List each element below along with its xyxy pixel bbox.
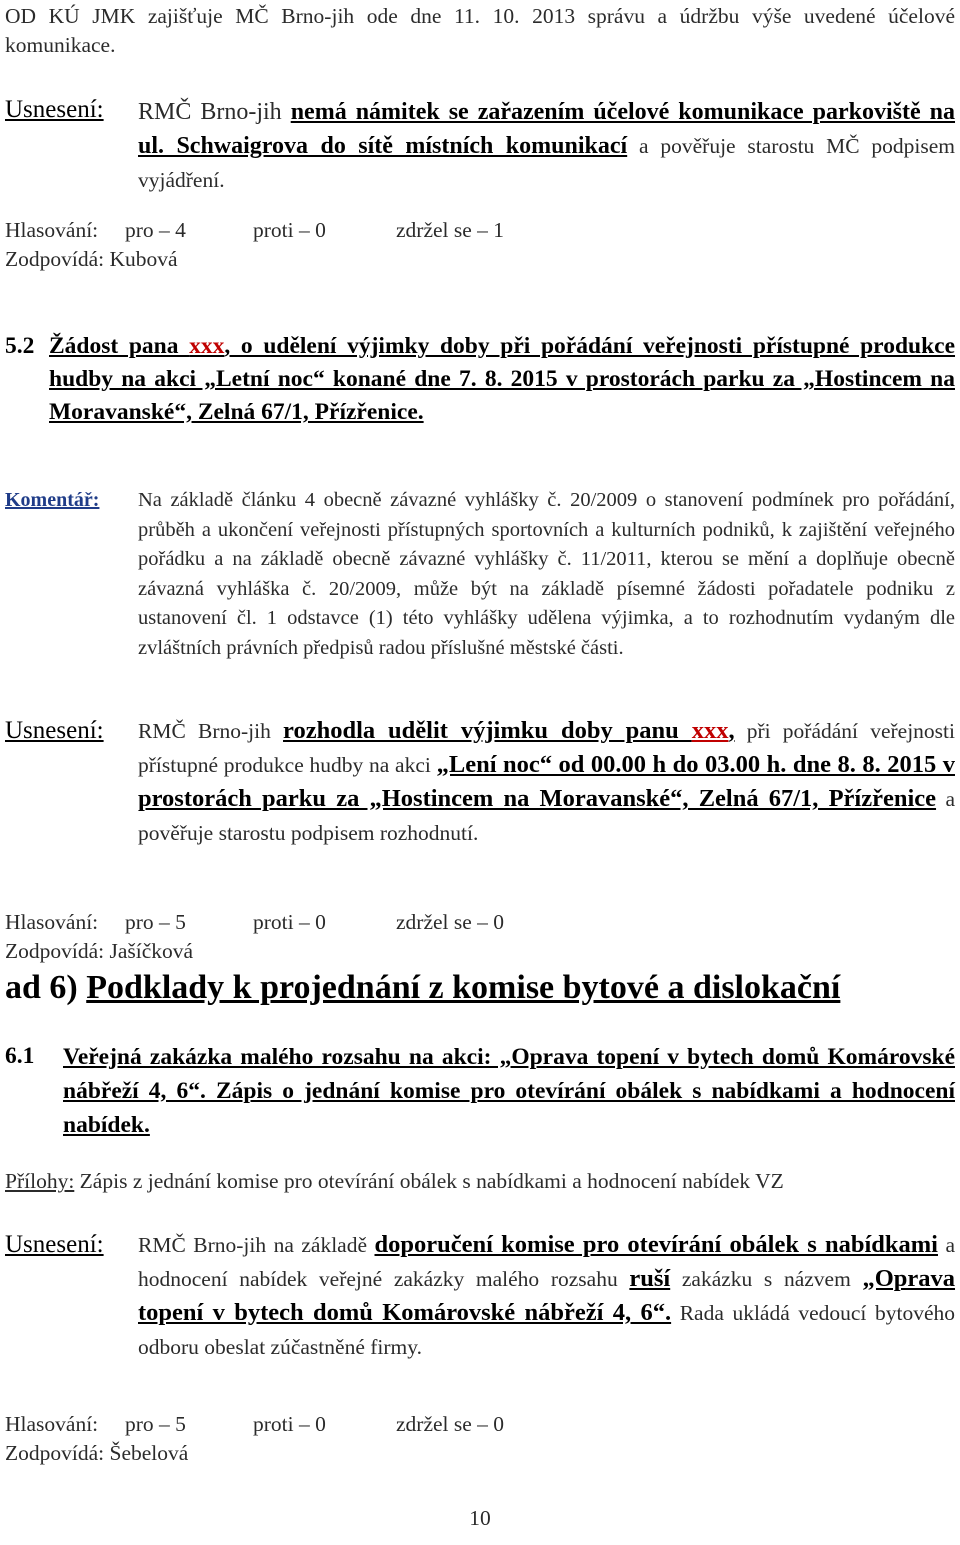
resolution-3-text [138,1228,955,1364]
page-number: 10 [469,1506,491,1530]
resolution-2-post: a pověřuje starostu podpisem rozhodnutí. [138,787,955,845]
resolution-1-post: a pověřuje starostu MČ podpisem vyjádření. [138,134,955,192]
vote-label: Hlasování: [5,910,99,934]
resolution-1-pre: RMČ Brno-jih [138,99,291,125]
redacted-name: xxx [189,333,225,359]
vote-pro: pro – 5 [125,1412,186,1436]
vote-3 [5,1410,955,1439]
resolution-2-pre: RMČ Brno-jih [138,719,284,743]
resolution-2-comma: , [728,717,735,744]
comment-block [5,486,955,663]
vote-proti: proti – 0 [253,218,326,242]
item-6-1-title: Veřejná zakázka malého rozsahu na akci: „Oprava topení v bytech domů Komárovské nábřeží 4, 6“. Zápis o jednání komise pro otevírání obálek s nabídkami a hodnocení nabídek. [63,1044,955,1138]
item-5-2-title [49,330,955,429]
resolution-3-mid2: zakázku s názvem [670,1267,863,1291]
responsible-3: Zodpovídá: Šebelová [5,1441,189,1465]
resolution-3 [5,1228,955,1364]
vote-abstain: zdržel se – 0 [396,910,505,934]
intro-text: OD KÚ JMK zajišťuje MČ Brno-jih ode dne 11. 10. 2013 správu a údržbu výše uvedené účelové komunikace. [5,4,955,57]
responsible-2: Zodpovídá: Jašíčková [5,939,194,963]
section-6-heading [5,968,955,1008]
attachments-label: Přílohy: [5,1169,75,1193]
resolution-3-recommendation: doporučení komise pro otevírání obálek s nabídkami [374,1231,938,1258]
vote-1 [5,216,955,245]
resolution-label: Usnesení: [5,96,104,123]
resolution-1-text [138,95,955,197]
responsible-1: Zodpovídá: Kubová [5,247,178,271]
vote-pro: pro – 5 [125,910,186,934]
item-number: 5.2 [5,333,35,359]
attachments [5,1167,955,1196]
section-6-prefix: ad 6) [5,969,87,1006]
resolution-label: Usnesení: [5,1231,104,1258]
vote-pro: pro – 4 [125,218,186,242]
vote-proti: proti – 0 [253,1412,326,1436]
resolution-2 [5,714,955,850]
vote-2 [5,908,955,937]
resolution-3-contract-name: „Oprava topení v bytech domů Komárovské nábřeží 4, 6“. [138,1265,956,1326]
resolution-2-decision: rozhodla udělit výjimku doby panu [283,717,692,744]
vote-label: Hlasování: [5,1412,99,1436]
intro-paragraph [5,2,955,60]
resolution-2-mid: při pořádání veřejnosti přístupné produkce hudby na akci [138,719,955,777]
vote-proti: proti – 0 [253,910,326,934]
comment-text: Na základě článku 4 obecně závazné vyhlášky č. 20/2009 o stanovení podmínek pro pořádání, průběh a ukončení veřejnosti přístupných sportovních a kulturních podniků, k zajištění veřejného pořádku a na základě obecně závazné vyhlášky č. 11/2011, kterou se mění a doplňuje obecně závazná vyhláška č. 20/2009, může být na základě písemné žádosti pořadatele podniku z ustanovení čl. 1 odstavce (1) této vyhlášky udělena výjimka, a to rozhodnutím vydaným dle zvláštních právních předpisů radou příslušné městské části. [138,489,955,659]
vote-label: Hlasování: [5,218,99,242]
resolution-label: Usnesení: [5,717,104,744]
resolution-3-pre: RMČ Brno-jih na základě [138,1233,375,1257]
resolution-3-post: Rada ukládá vedoucí bytového odboru obeslat zúčastněné firmy. [138,1301,955,1359]
vote-abstain: zdržel se – 0 [396,1412,505,1436]
item-6-1-heading [5,1040,955,1142]
resolution-1-decision: nemá námitek se zařazením účelové komunikace parkoviště na ul. Schwaigrova do sítě místních komunikací [138,99,956,159]
redacted-name: xxx [691,717,729,744]
resolution-2-text [138,714,955,850]
item-5-2-title-part2: , o udělení výjimky doby při pořádání veřejnosti přístupné produkce hudby na akci „Letní noc“ konané dne 7. 8. 2015 v prostorách parku za „Hostincem na Moravanské“, Zelná 67/1, Přízřenice. [49,333,956,425]
attachments-text: Zápis z jednání komise pro otevírání obálek s nabídkami a hodnocení nabídek VZ [79,1169,784,1193]
resolution-2-event: „Lení noc“ od 00.00 h do 03.00 h. dne 8. 8. 2015 v prostorách parku za „Hostincem na Moravanské“, Zelná 67/1, Přízřenice [138,751,955,812]
resolution-3-mid1: a hodnocení nabídek veřejné zakázky malého rozsahu [138,1233,956,1291]
comment-label: Komentář: [5,489,100,511]
item-5-2-heading [5,330,955,429]
item-5-2-title-part1: Žádost pana [49,333,190,359]
vote-abstain: zdržel se – 1 [396,218,505,242]
resolution-1 [5,95,955,197]
section-6-title: Podklady k projednání z komise bytové a dislokační [86,969,841,1006]
resolution-3-cancels: ruší [629,1265,671,1292]
item-number: 6.1 [5,1043,35,1069]
